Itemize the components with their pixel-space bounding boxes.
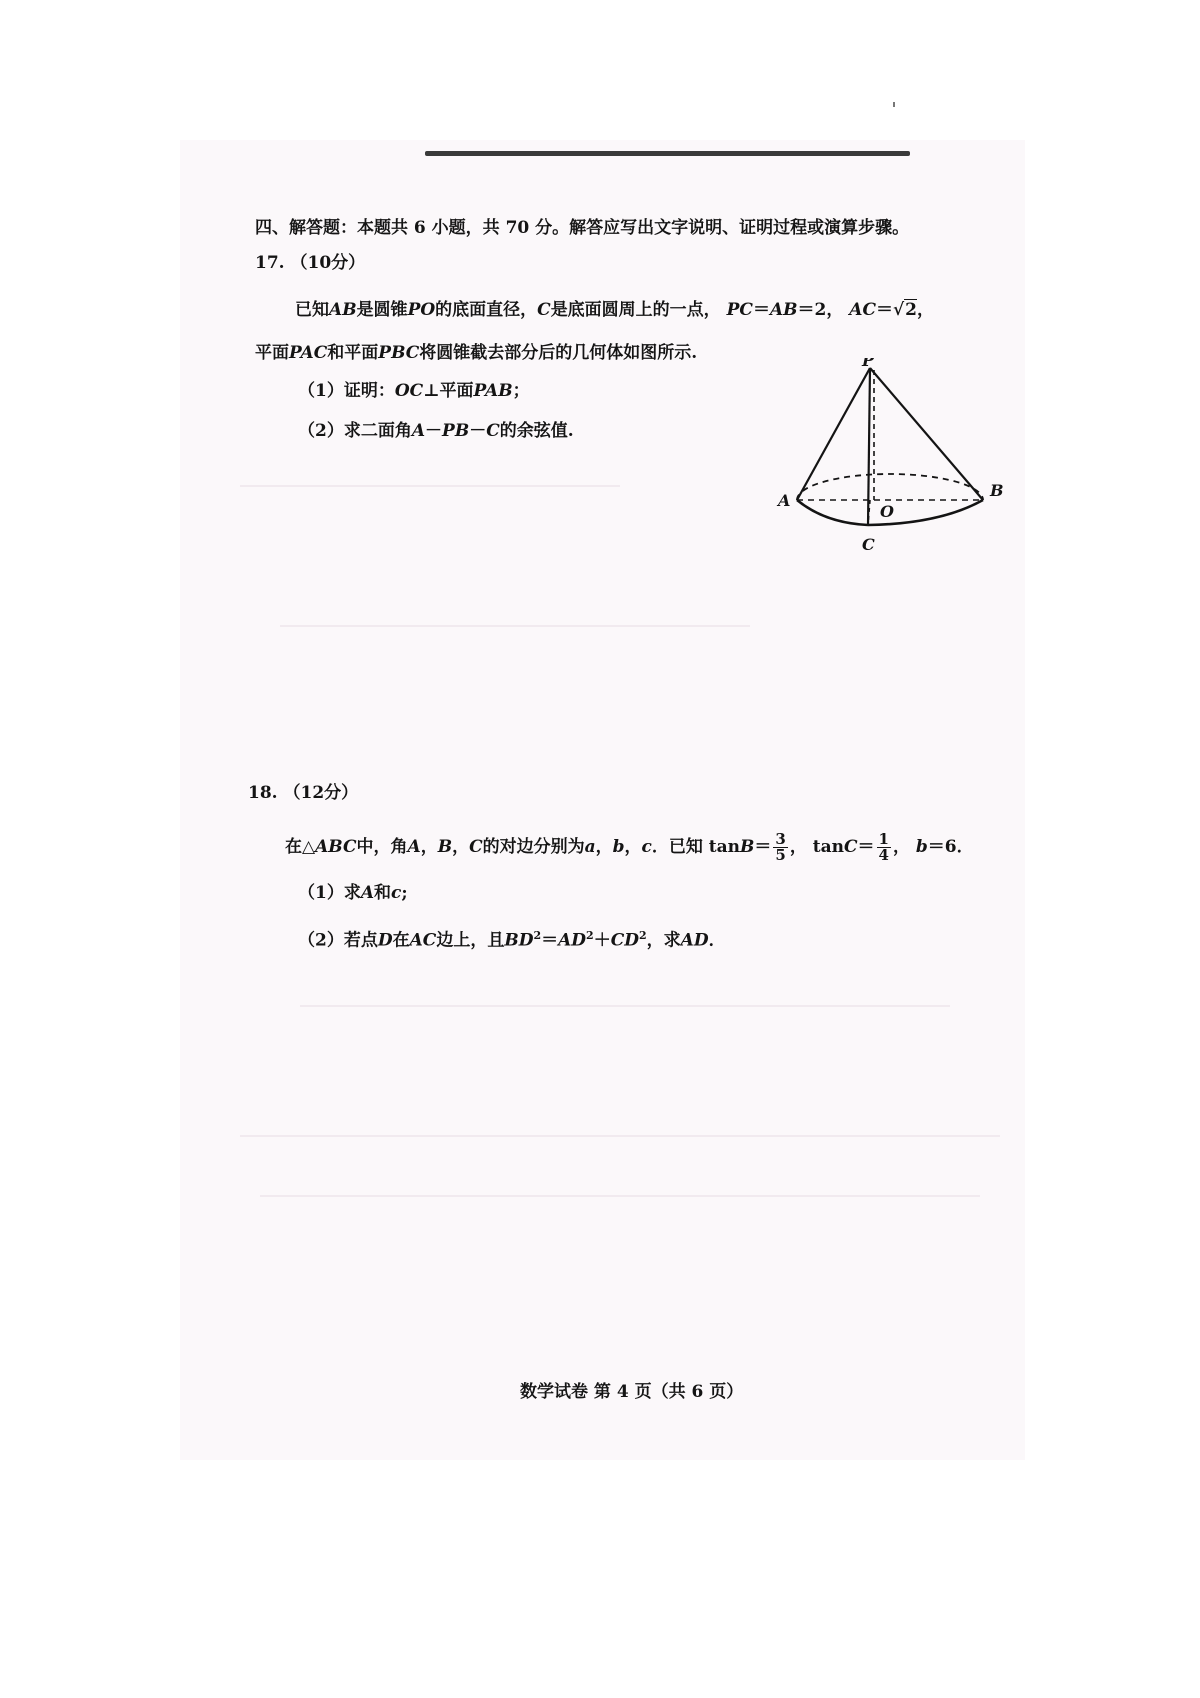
center-label-o: O	[880, 502, 894, 521]
question-17-stem-line-2: 平面PAC和平面PBC将圆锥截去部分后的几何体如图所示.	[255, 343, 698, 363]
question-17-part-1: （1）证明：OC⊥平面PAB；	[298, 381, 530, 401]
point-label-c: C	[862, 535, 875, 554]
question-17-header	[255, 252, 365, 274]
section-heading: 四、解答题：本题共 6 小题，共 70 分。解答应写出文字说明、证明过程或演算步骤。	[255, 218, 910, 238]
bleed-through-mark	[240, 1135, 1000, 1137]
vertex-label-p: P	[862, 358, 875, 370]
page-footer: 数学试卷 第 4 页（共 6 页）	[520, 1382, 744, 1402]
bleed-through-mark	[300, 1005, 950, 1007]
question-18-part-1: （1）求A和c;	[298, 883, 408, 903]
point-label-a: A	[778, 491, 791, 510]
question-18-part-2: （2）若点D在AC边上，且$BD^2=AD^2+CD^2$，求AD．	[298, 929, 726, 951]
cone-figure	[770, 358, 1010, 558]
scan-speck	[893, 102, 895, 107]
question-18-header	[248, 782, 358, 804]
question-points: （12分）	[283, 783, 359, 803]
question-number: 17.	[255, 253, 285, 273]
bleed-through-mark	[240, 485, 620, 487]
point-label-b: B	[990, 481, 1004, 500]
question-18-stem: 在△ABC中，角A，B，C的对边分别为a，b，c．已知 tanB＝ $\frac{3}{5}$ ， tanC＝ $\frac{1}{4}$ ， b＝6．	[285, 830, 974, 864]
top-rule	[425, 151, 910, 156]
question-17-part-2: （2）求二面角A－PB－C的余弦值.	[298, 421, 574, 441]
question-points: （10分）	[290, 253, 366, 273]
question-17-stem-line-1: 已知AB是圆锥PO的底面直径，C是底面圆周上的一点， PC＝AB＝2， AC＝√2，	[295, 300, 935, 320]
bleed-through-mark	[280, 625, 750, 627]
question-number: 18.	[248, 783, 278, 803]
bleed-through-mark	[260, 1195, 980, 1197]
